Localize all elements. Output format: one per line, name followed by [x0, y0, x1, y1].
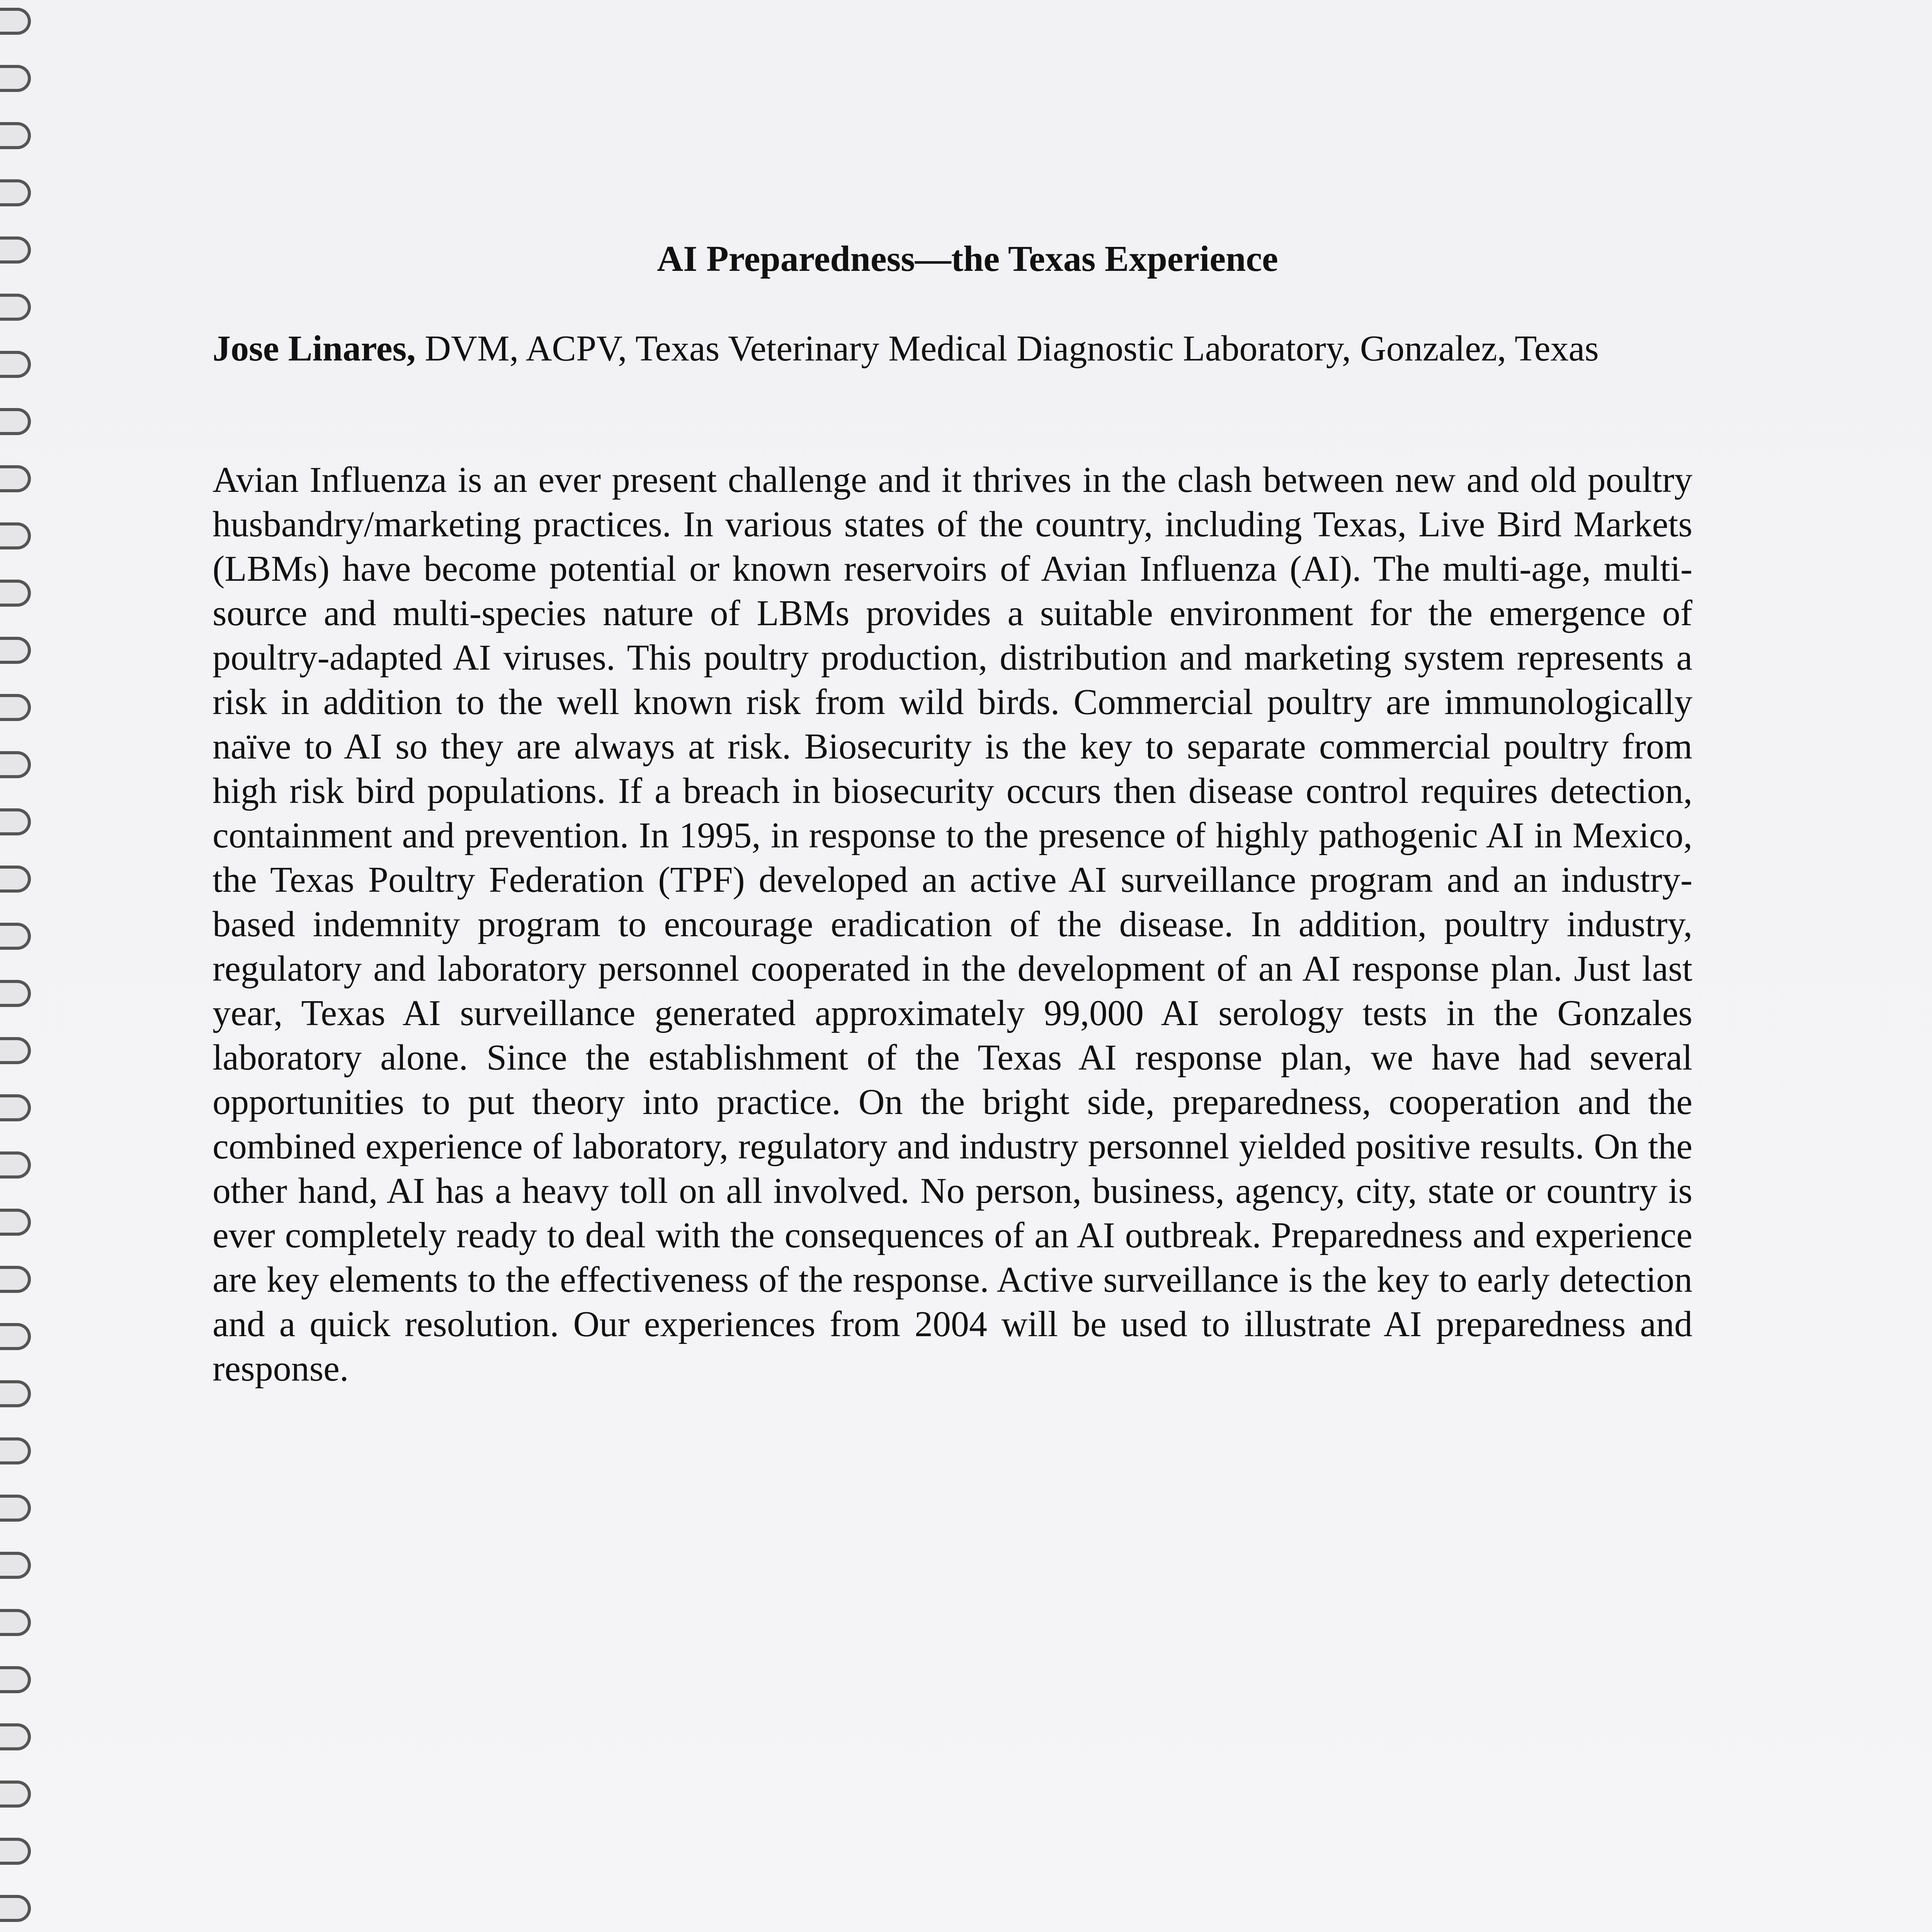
spiral-binding: [0, 0, 46, 1932]
binding-ring: [0, 866, 31, 893]
binding-ring: [0, 1209, 31, 1236]
binding-ring: [0, 351, 31, 378]
binding-ring: [0, 1609, 31, 1636]
binding-ring: [0, 465, 31, 492]
binding-ring: [0, 808, 31, 835]
binding-ring: [0, 65, 31, 92]
binding-ring: [0, 1838, 31, 1865]
binding-ring: [0, 580, 31, 607]
binding-ring: [0, 1437, 31, 1464]
binding-ring: [0, 1323, 31, 1350]
binding-ring: [0, 694, 31, 721]
binding-ring: [0, 1723, 31, 1750]
binding-ring: [0, 751, 31, 778]
binding-ring: [0, 179, 31, 206]
document-title: AI Preparedness—the Texas Experience: [657, 239, 1278, 279]
binding-ring: [0, 1781, 31, 1808]
binding-ring: [0, 980, 31, 1007]
author-affiliation: DVM, ACPV, Texas Veterinary Medical Diagnostic Laboratory, Gonzalez, Texas: [415, 328, 1599, 369]
binding-ring: [0, 1380, 31, 1407]
binding-ring: [0, 1151, 31, 1179]
binding-ring: [0, 122, 31, 149]
binding-ring: [0, 923, 31, 950]
binding-ring: [0, 637, 31, 664]
binding-ring: [0, 1094, 31, 1121]
binding-ring: [0, 522, 31, 549]
binding-ring: [0, 1266, 31, 1293]
binding-ring: [0, 294, 31, 321]
binding-ring: [0, 8, 31, 35]
binding-ring: [0, 408, 31, 435]
binding-ring: [0, 1895, 31, 1922]
binding-ring: [0, 1495, 31, 1522]
abstract-paragraph: Avian Influenza is an ever present challenge and it thrives in the clash between new and old poultry husbandry/marketing practices. In various states of the country, including Texas, Live Bird Markets (LBMs) have become potential or known reservoirs of Avian Influenza (AI). The multi-age, multi-source and multi-species nature of LBMs provides a suitable environment for the emergence of poultry-adapted AI viruses. This poultry production, distribution and marketing system represents a risk in addition to the well known risk from wild birds. Commercial poultry are immunologically naïve to AI so they are always at risk. Biosecurity is the key to separate commercial poultry from high risk bird populations. If a breach in biosecurity occurs then disease control requires detection, containment and prevention. In 1995, in response to the presence of highly pathogenic AI in Mexico, the Texas Poultry Federation (TPF) developed an active AI surveillance program and an industry-based indemnity program to encourage eradication of the disease. In addition, poultry industry, regulatory and laboratory personnel cooperated in the development of an AI response plan. Just last year, Texas AI surveillance generated approximately 99,000 AI serology tests in the Gonzales laboratory alone. Since the establishment of the Texas AI response plan, we have had several opportunities to put theory into practice. On the bright side, preparedness, cooperation and the combined experience of laboratory, regulatory and industry personnel yielded positive results. On the other hand, AI has a heavy toll on all involved. No person, business, agency, city, state or country is ever completely ready to deal with the consequences of an AI outbreak. Preparedness and experience are key elements to the effectiveness of the response. Active surveillance is the key to early detection and a quick resolution. Our experiences from 2004 will be used to illustrate AI preparedness and response.: [213, 460, 1692, 1389]
binding-ring: [0, 1037, 31, 1064]
binding-ring: [0, 1666, 31, 1693]
author-line: [213, 327, 1692, 371]
author-name: Jose Linares,: [213, 328, 416, 369]
binding-ring: [0, 1552, 31, 1579]
